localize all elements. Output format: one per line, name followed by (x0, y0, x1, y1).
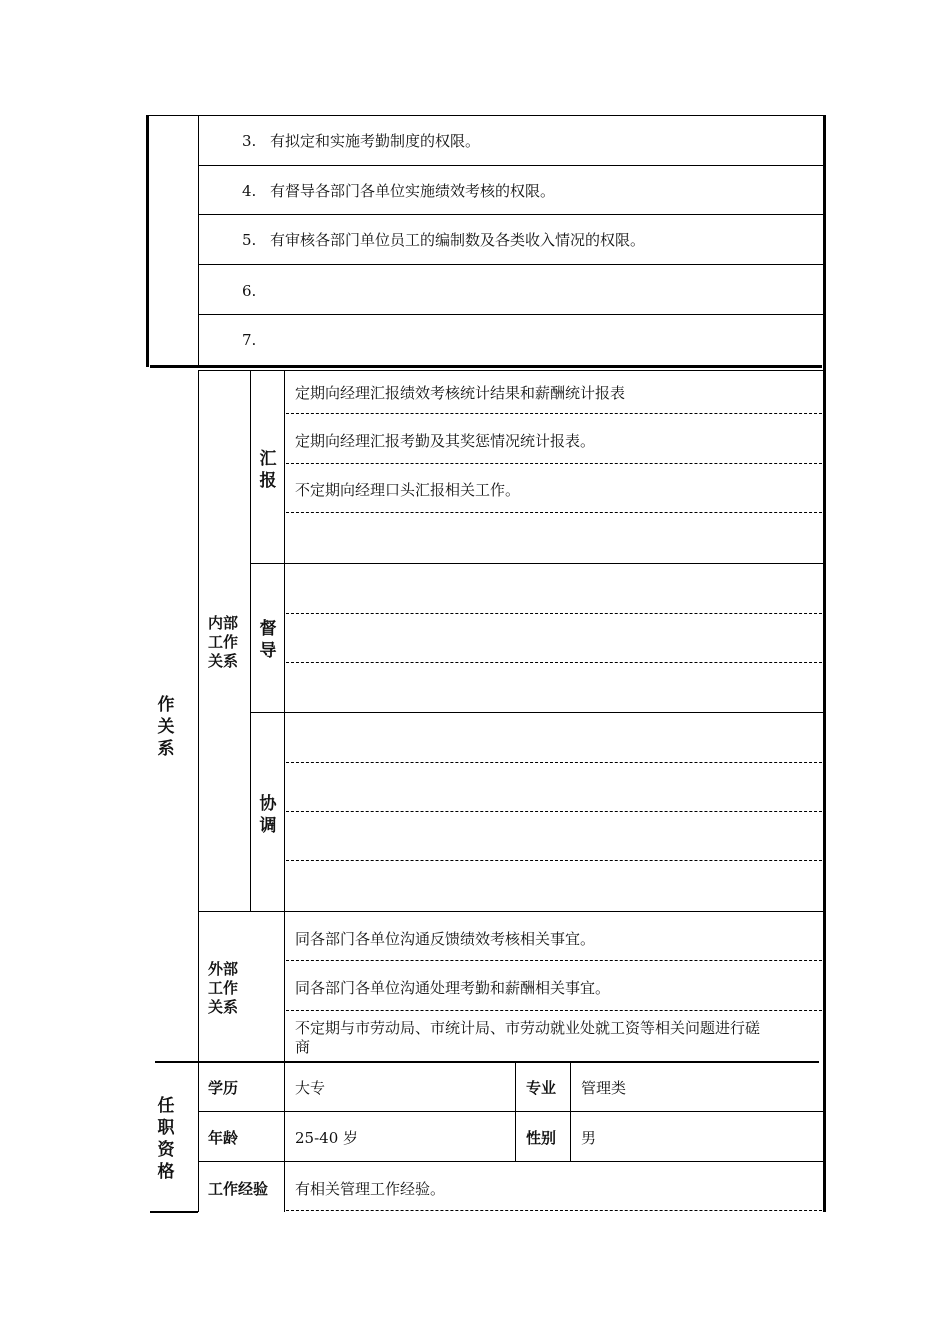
major-label: 专业 (526, 1079, 557, 1097)
authority-item-4-num: 4. (242, 182, 257, 200)
authority-item-3-text: 有拟定和实施考勤制度的权限。 (270, 132, 481, 150)
report-item-3: 不定期向经理口头汇报相关工作。 (295, 481, 521, 499)
internal-relations-label: 内部工作关系 (208, 614, 239, 670)
work-relations-label: 作关系 (157, 695, 175, 759)
external-relations-label: 外部工作关系 (208, 960, 239, 1016)
gender-value: 男 (581, 1129, 597, 1147)
report-label: 汇报 (259, 449, 277, 491)
qualifications-label: 任职资格 (157, 1096, 175, 1182)
experience-label: 工作经验 (208, 1180, 269, 1198)
authority-item-6-num: 6. (242, 282, 257, 300)
external-item-2: 同各部门各单位沟通处理考勤和薪酬相关事宜。 (295, 979, 611, 997)
top-border (146, 115, 826, 116)
education-label: 学历 (208, 1079, 239, 1097)
experience-value: 有相关管理工作经验。 (295, 1180, 446, 1198)
left-border (146, 115, 149, 367)
age-label: 年龄 (208, 1129, 239, 1147)
right-border (823, 115, 826, 1212)
authority-item-3-num: 3. (242, 132, 257, 150)
report-item-2: 定期向经理汇报考勤及其奖惩情况统计报表。 (295, 432, 596, 450)
education-value: 大专 (295, 1079, 326, 1097)
age-value: 25-40 岁 (295, 1129, 359, 1147)
external-item-3-line2: 商 (295, 1038, 311, 1056)
authority-item-4-text: 有督导各部门各单位实施绩效考核的权限。 (270, 182, 556, 200)
authority-item-7-num: 7. (242, 331, 257, 349)
gender-label: 性别 (526, 1129, 557, 1147)
major-value: 管理类 (581, 1079, 627, 1097)
external-item-3-line1: 不定期与市劳动局、市统计局、市劳动就业处就工资等相关问题进行磋 (295, 1019, 761, 1037)
supervise-label: 督导 (259, 619, 277, 661)
authority-col-divider (198, 115, 199, 367)
section-separator (150, 365, 822, 368)
report-item-1: 定期向经理汇报绩效考核统计结果和薪酬统计报表 (295, 384, 626, 402)
coordinate-label: 协调 (259, 794, 277, 836)
authority-item-5-text: 有审核各部门单位员工的编制数及各类收入情况的权限。 (270, 231, 646, 249)
external-item-1: 同各部门各单位沟通反馈绩效考核相关事宜。 (295, 930, 596, 948)
authority-item-5-num: 5. (242, 231, 257, 249)
